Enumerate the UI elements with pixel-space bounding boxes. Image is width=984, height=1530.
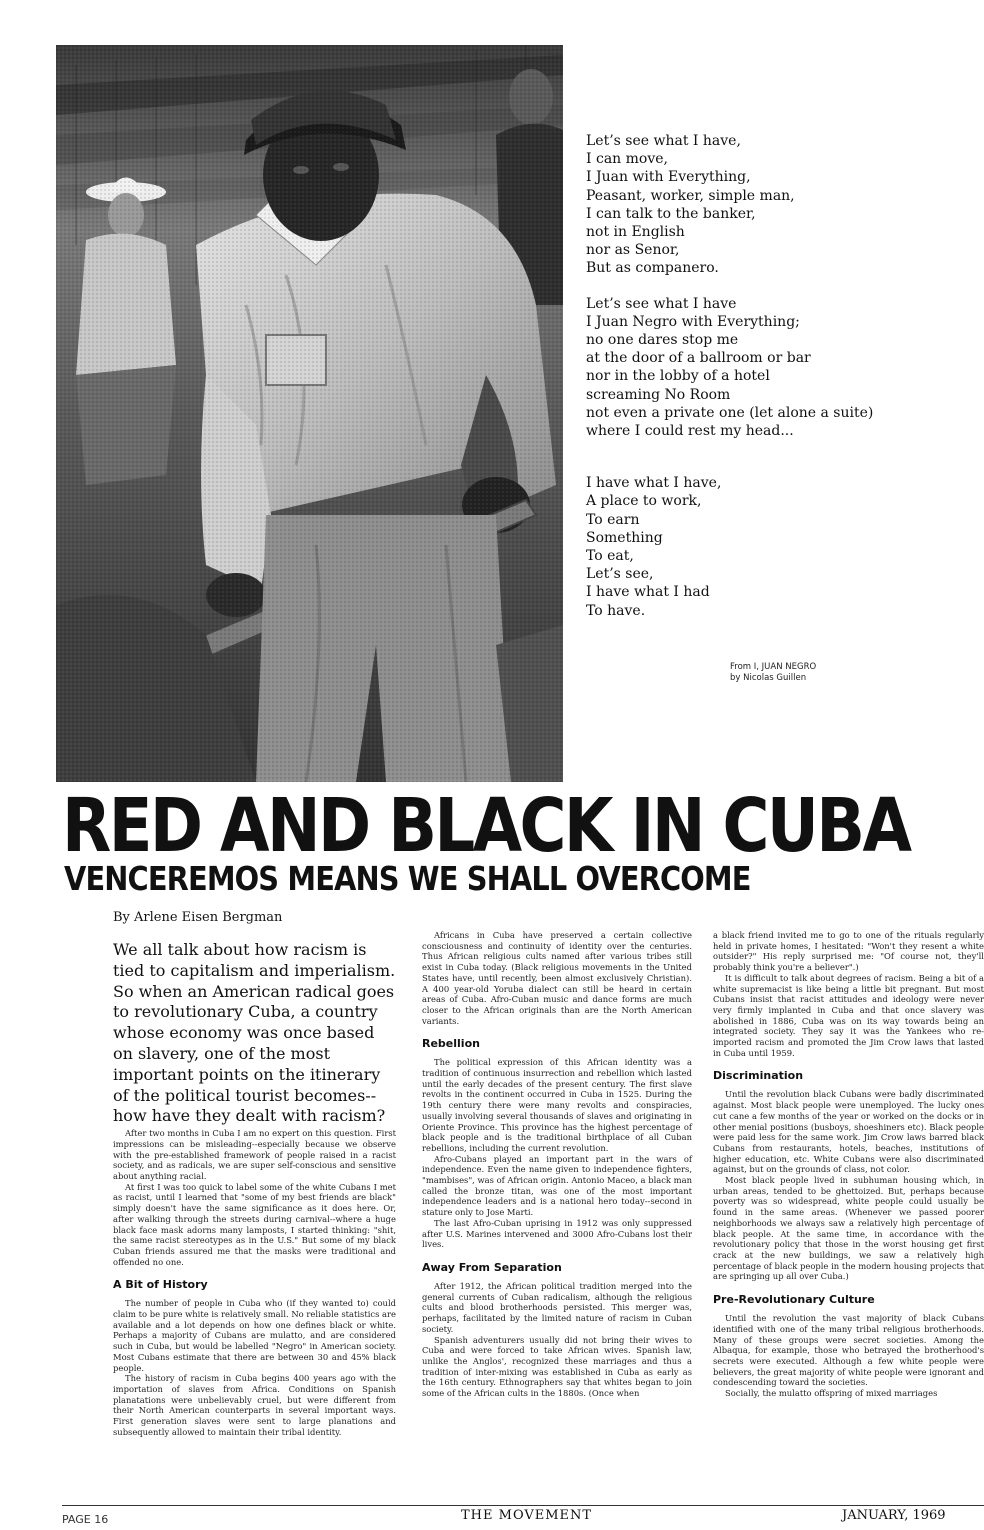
- article-byline: By Arlene Eisen Bergman: [113, 910, 283, 925]
- poem-line: Let’s see what I have: [586, 295, 737, 312]
- paragraph: a black friend invited me to go to one of the rituals regularly held in private homes, I hesitated: "Won't they resent a white outsider?" His reply surprised me: "Of course not, they'll probably think you're a believer".): [713, 930, 984, 973]
- poem-line: Peasant, worker, simple man,: [586, 187, 795, 204]
- poem-stanza-1: [586, 132, 980, 278]
- section-heading-history: A Bit of History: [113, 1278, 208, 1292]
- poem-line: nor as Senor,: [586, 242, 680, 259]
- article-column-1: [113, 940, 396, 1437]
- paragraph: After two months in Cuba I am no expert on this question. First impressions can be misleading--especially because we observe with the pre-established framework of people raised in a racist society, and as radicals, we are super self-conscious and sensitive about anything racial.: [113, 1128, 396, 1181]
- paragraph: The history of racism in Cuba begins 400 years ago with the importation of slaves from Africa. Conditions on Spanish planatations were unbelievably cruel, but were different from their North American counterparts in several important ways. First generation slaves were sent to large planations and subsequently allowed to maintain their tribal identity.: [113, 1373, 396, 1437]
- poem-credit: [730, 662, 816, 684]
- paragraph: Socially, the mulatto offspring of mixed marriages: [725, 1388, 938, 1399]
- poem-line: I have what I have,: [586, 475, 722, 492]
- poem-line: nor in the lobby of a hotel: [586, 368, 770, 385]
- poem-line: I can move,: [586, 151, 668, 168]
- poem-line: at the door of a ballroom or bar: [586, 350, 811, 367]
- article-subhead: VENCEREMOS MEANS WE SHALL OVERCOME: [64, 859, 751, 898]
- poem-line: no one dares stop me: [586, 332, 739, 349]
- poem-line: Let’s see what I have,: [586, 133, 741, 149]
- poem-stanza-3: [586, 474, 980, 620]
- article-lead-paragraph: We all talk about how racism is tied to capitalism and imperialism. So when an American radical goes to revolutionary Cuba, a country whose economy was once based on slavery, one of the most important points on the itinerary of the political tourist becomes--how have they dealt with racism?: [113, 940, 396, 1126]
- paragraph: The number of people in Cuba who (if they wanted to) could claim to be pure white is relatively small. No reliable statistics are available and a lot depends on how one defines black or white. Perhaps a majority of Cubans are mulatto, and are considered such in Cuba, but would be labelled "Negro" in American society. Most Cubans estimate that there are between 30 and 45% black people.: [113, 1298, 396, 1373]
- poem-line: I can talk to the banker,: [586, 205, 756, 222]
- poem-line: where I could rest my head...: [586, 423, 794, 440]
- poem-line: Let’s see,: [586, 566, 654, 583]
- page-number: PAGE 16: [62, 1513, 109, 1526]
- paragraph: Until the revolution black Cubans were badly discriminated against. Most black people were unemployed. The lucky ones cut cane a few months of the year or worked on the docks or in other menial positions (busboys, shoeshiners etc). Black people were paid less for the same work. Jim Crow laws barred black Cubans from restaurants, hotels, beaches, institutions of higher education, etc. White Cubans were also discriminated against, but on the grounds of class, not color.: [713, 1089, 984, 1175]
- section-heading-rebellion: Rebellion: [422, 1037, 480, 1051]
- poem-line: To eat,: [586, 548, 634, 565]
- paragraph: At first I was too quick to label some of the white Cubans I met as racist, until I learned that "some of my best friends are black" simply doesn't have the same significance as it does here. Or, after walking through the streets during carnival--where a huge black face mask adorns many lamposts, I started thinking: "shit, the same racist stereotypes as in the U.S." But some of my black Cuban friends assured me that the masks were traditional and offended no one.: [113, 1181, 396, 1267]
- issue-date: JANUARY, 1969: [842, 1508, 946, 1523]
- paragraph: The political expression of this African identity was a tradition of continuous insurrection and rebellion which lasted until the early decades of the present century. The first slave revolts in the continent occurred in Cuba in 1525. During the 19th century there were many revolts and conspiracies, usually involving several thousands of slaves and originating in Oriente Province. This province has the highest percentage of black people and is the traditional birthplace of all Cuban rebellions, including the current revolution.: [422, 1057, 692, 1153]
- paragraph: Afro-Cubans played an important part in the wars of independence. Even the name given to independence fighters, "mambises", was of African origin. Antonio Maceo, a black man called the bronze titan, was one of the most important independence leaders and is a national hero today--second in stature only to Jose Marti.: [422, 1153, 692, 1218]
- publication-name: THE MOVEMENT: [461, 1508, 593, 1523]
- poem-line: A place to work,: [586, 493, 702, 510]
- section-heading-separation: Away From Separation: [422, 1260, 562, 1274]
- section-heading-culture: Pre-Revolutionary Culture: [713, 1293, 875, 1307]
- article-column-2: [422, 930, 692, 1399]
- poem-line: I have what I had: [586, 584, 710, 601]
- paragraph: It is difficult to talk about degrees of racism. Being a bit of a white supremacist is like being a little bit pregnant. But most Cubans insist that racist attitudes and ideology were never very firmly implanted in Cuba and that once slavery was abolished in 1886, Cuba was on its way towards being an integrated society. They say it was the Yankees who re-imported racism and promoted the Jim Crow laws that lasted in Cuba until 1959.: [713, 972, 984, 1058]
- poem-line: I Juan Negro with Everything;: [586, 313, 800, 330]
- footer-divider: [62, 1505, 984, 1506]
- paragraph: After 1912, the African political tradition merged into the general currents of Cuban radicalism, although the religious cults and blood brotherhoods persisted. This merger was, perhaps, facilitated by the limited nature of racism in Cuban society.: [422, 1280, 692, 1334]
- poem-stanza-2: [586, 295, 980, 441]
- poem-credit-author: by Nicolas Guillen: [730, 673, 807, 683]
- poem-line: But as companero.: [586, 260, 719, 277]
- poem-line: To have.: [586, 602, 646, 619]
- paragraph: Most black people lived in subhuman housing which, in urban areas, tended to be ghettoized. But, perhaps because poverty was so widespread, white people could usually be found in the same areas. (Whenever we passed poorer neighborhoods we always saw a relatively high percentage of black people. At the same time, in accordance with the revolutionary policy that those in the worst housing get first crack at the new buildings, we saw a relatively high percentage of black people in the modern housing projects that are springing up all over Cuba.): [713, 1175, 984, 1282]
- poem-line: screaming No Room: [586, 386, 731, 403]
- poem-line: To earn: [586, 511, 640, 528]
- paragraph: Africans in Cuba have preserved a certain collective consciousness and continuity of identity over the centuries. Thus African religious cults named after various tribes still exist in Cuba today. (Black religious movements in the United States have, until recently, been almost exclusively Christian). A 400 year-old Yoruba dialect can still be heard in certain areas of Cuba. Afro-Cuban music and dance forms are much closer to the African originals than are the North American variants.: [422, 930, 692, 1026]
- poem-line: not in English: [586, 224, 685, 241]
- field-worker-photo: [56, 45, 563, 782]
- poem-line: I Juan with Everything,: [586, 169, 751, 186]
- poem-line: not even a private one (let alone a suite): [586, 404, 874, 421]
- paragraph: Until the revolution the vast majority of black Cubans identified with one of the many tribal religious brotherhoods. Many of these groups were secret societies. Among the Albaqua, for example, those who betrayed the brotherhood's secrets were executed. Although a few white people were believers, the great majority of white people were ignorant and condescending toward the societies.: [713, 1313, 984, 1388]
- poem-line: Something: [586, 529, 663, 546]
- section-heading-discrimination: Discrimination: [713, 1069, 804, 1083]
- poem-credit-source: From I, JUAN NEGRO: [730, 662, 817, 672]
- poem: [586, 132, 980, 637]
- article-headline: RED AND BLACK IN CUBA: [62, 783, 910, 869]
- paragraph: Spanish adventurers usually did not bring their wives to Cuba and were forced to take African wives. Spanish law, unlike the Anglos', recognized these marriages and thus a tradition of inter-mixing was established in Cuba as early as the 16th century. Ethnographers say that whites began to join some of the African cults in the 1880s. (Once when: [422, 1334, 692, 1399]
- article-column-3: [713, 930, 984, 1399]
- paragraph: The last Afro-Cuban uprising in 1912 was only suppressed after U.S. Marines intervened and 3000 Afro-Cubans lost their lives.: [422, 1217, 692, 1250]
